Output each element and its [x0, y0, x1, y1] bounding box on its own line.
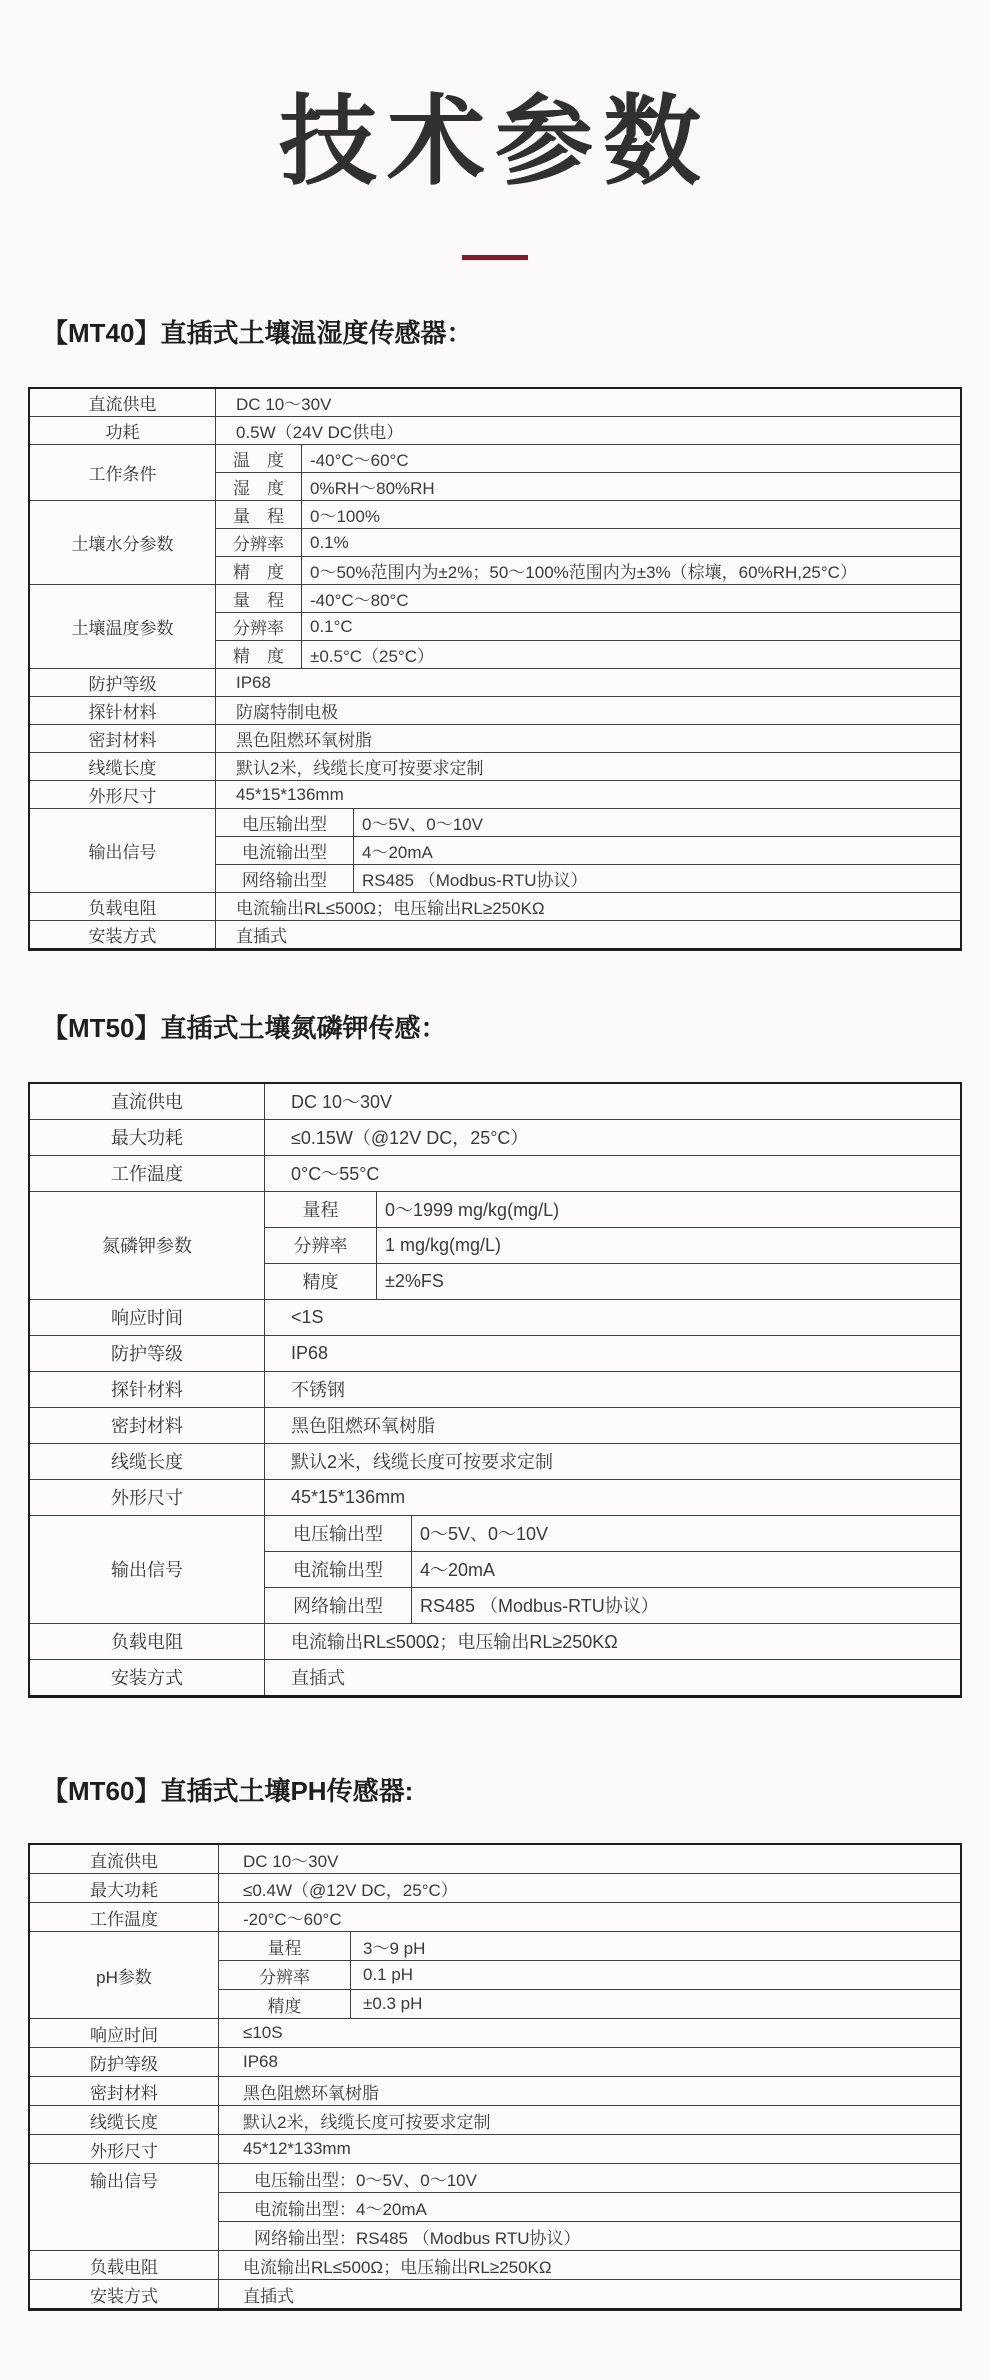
subrow-label: 精 度	[216, 641, 302, 668]
subrow-label: 量程	[219, 1932, 351, 1960]
group-body	[216, 501, 960, 584]
spec-value: 45*12*133mm	[243, 2139, 351, 2159]
group-label: 工作温度	[30, 1156, 265, 1191]
section-mt40	[0, 317, 990, 952]
group-label: 线缆长度	[30, 1444, 265, 1479]
group-body	[216, 809, 960, 892]
spec-value: 黑色阻燃环氧树脂	[291, 1416, 435, 1437]
group-label: 响应时间	[30, 1300, 265, 1335]
group-body	[219, 2106, 960, 2134]
spec-group	[30, 920, 960, 948]
group-body	[219, 2048, 960, 2076]
spec-row	[216, 612, 960, 640]
spec-row	[265, 1263, 960, 1299]
group-label: 工作温度	[30, 1903, 219, 1931]
spec-row	[219, 2164, 960, 2192]
spec-value: 0.1 pH	[363, 1965, 414, 1985]
spec-row	[219, 2048, 960, 2076]
spec-group	[30, 1191, 960, 1299]
spec-row	[216, 809, 960, 836]
group-label: 外形尺寸	[30, 781, 216, 808]
spec-table-mt50	[28, 1082, 962, 1698]
group-label: 密封材料	[30, 725, 216, 752]
page-title: 技术参数	[278, 86, 711, 196]
spec-value: 0～5V、0～10V	[420, 1524, 549, 1545]
group-label: 负载电阻	[30, 893, 216, 920]
spec-value: 电压输出型：0～5V、0～10V	[254, 2170, 477, 2190]
subrow-label: 温 度	[216, 445, 302, 472]
spec-value: ±0.3 pH	[363, 1994, 423, 2014]
spec-value: 0～5V、0～10V	[362, 815, 483, 835]
group-body	[265, 1084, 960, 1119]
spec-row	[216, 528, 960, 556]
group-body	[219, 2077, 960, 2105]
group-label: 直流供电	[30, 389, 216, 416]
spec-value: DC 10～30V	[291, 1092, 393, 1113]
spec-table-mt40	[28, 387, 962, 951]
spec-row	[219, 1903, 960, 1931]
spec-row	[265, 1444, 960, 1479]
spec-row	[219, 1989, 960, 2018]
spec-group	[30, 724, 960, 752]
spec-row	[216, 417, 960, 444]
group-body	[219, 1845, 960, 1873]
spec-value: 默认2米，线缆长度可按要求定制	[291, 1452, 554, 1473]
group-label: 氮磷钾参数	[30, 1192, 265, 1299]
spec-row	[216, 864, 960, 892]
spec-group	[30, 1479, 960, 1515]
spec-value: DC 10～30V	[243, 1851, 339, 1871]
subrow-label: 电压输出型	[265, 1516, 412, 1551]
spec-group	[30, 2105, 960, 2134]
group-label: 安装方式	[30, 921, 216, 948]
group-body	[216, 697, 960, 724]
spec-value: 防腐特制电极	[236, 703, 338, 723]
subrow-label: 量程	[265, 1192, 377, 1227]
section-heading-mt50: 【MT50】直插式土壤氮磷钾传感：	[42, 1013, 447, 1044]
group-label: 输出信号	[30, 1516, 265, 1623]
group-label: pH参数	[30, 1932, 219, 2018]
group-body	[216, 669, 960, 696]
spec-row	[265, 1587, 960, 1623]
subrow-label: 电流输出型	[216, 837, 354, 864]
spec-value: 1 mg/kg(mg/L)	[385, 1234, 502, 1255]
group-body	[265, 1408, 960, 1443]
group-label: 最大功耗	[30, 1120, 265, 1155]
spec-group	[30, 1371, 960, 1407]
subrow-label: 湿 度	[216, 473, 302, 500]
spec-row	[216, 781, 960, 808]
spec-row	[219, 2019, 960, 2047]
subrow-label: 分辨率	[219, 1961, 351, 1989]
spec-group	[30, 584, 960, 668]
spec-value: 默认2米，线缆长度可按要求定制	[236, 759, 484, 779]
spec-value: IP68	[243, 2052, 278, 2072]
spec-row	[265, 1551, 960, 1587]
spec-group	[30, 389, 960, 416]
group-body	[219, 1903, 960, 1931]
spec-row	[219, 1960, 960, 1989]
spec-value: 0～100%	[310, 507, 380, 527]
spec-value: 直插式	[291, 1668, 345, 1689]
spec-group	[30, 1902, 960, 1931]
spec-group	[30, 780, 960, 808]
group-body	[265, 1372, 960, 1407]
subrow-label: 分辨率	[216, 613, 302, 640]
spec-row	[265, 1624, 960, 1659]
spec-group	[30, 2076, 960, 2105]
group-label: 防护等级	[30, 1336, 265, 1371]
spec-value: 电流输出型：4～20mA	[254, 2199, 427, 2219]
spec-value: ±0.5°C（25°C）	[310, 647, 435, 667]
group-body	[216, 921, 960, 948]
group-label: 土壤温度参数	[30, 585, 216, 668]
spec-row	[216, 445, 960, 472]
spec-row	[216, 669, 960, 696]
spec-group	[30, 1845, 960, 1873]
spec-group	[30, 696, 960, 724]
spec-group	[30, 1931, 960, 2018]
spec-row	[216, 893, 960, 920]
spec-value: 45*15*136mm	[236, 784, 344, 804]
group-body	[265, 1660, 960, 1695]
spec-row	[219, 1845, 960, 1873]
spec-row	[216, 640, 960, 668]
spec-row	[219, 2192, 960, 2221]
group-body	[216, 445, 960, 500]
spec-group	[30, 1299, 960, 1335]
subrow-label: 精度	[265, 1264, 377, 1299]
spec-group	[30, 416, 960, 444]
spec-row	[216, 389, 960, 416]
group-body	[265, 1120, 960, 1155]
subrow-label: 量 程	[216, 585, 302, 612]
spec-row	[219, 2077, 960, 2105]
group-body	[219, 2135, 960, 2163]
spec-value: ±2%FS	[385, 1270, 444, 1291]
group-label: 安装方式	[30, 1660, 265, 1695]
group-body	[216, 893, 960, 920]
subrow-label: 电压输出型	[216, 809, 354, 836]
spec-row	[219, 1874, 960, 1902]
spec-group	[30, 444, 960, 500]
subrow-label: 电流输出型	[265, 1552, 412, 1587]
group-body	[216, 725, 960, 752]
spec-group	[30, 668, 960, 696]
spec-value: 黑色阻燃环氧树脂	[243, 2083, 379, 2103]
spec-value: DC 10～30V	[236, 395, 332, 415]
group-label: 工作条件	[30, 445, 216, 500]
spec-value: 0.5W（24V DC供电）	[236, 423, 404, 443]
spec-value: -40°C～80°C	[310, 591, 409, 611]
spec-value: 0%RH～80%RH	[310, 479, 435, 499]
spec-group	[30, 1407, 960, 1443]
spec-row	[265, 1156, 960, 1191]
spec-value: RS485 （Modbus-RTU协议）	[362, 871, 588, 891]
spec-row	[265, 1660, 960, 1695]
group-label: 线缆长度	[30, 2106, 219, 2134]
spec-value: 直插式	[236, 927, 287, 947]
subrow-label: 精 度	[216, 557, 302, 584]
spec-group	[30, 1335, 960, 1371]
spec-value: ≤0.4W（@12V DC，25°C）	[243, 1880, 458, 1900]
spec-value: 0～1999 mg/kg(mg/L)	[385, 1200, 560, 1221]
spec-row	[216, 556, 960, 584]
spec-row	[265, 1300, 960, 1335]
spec-value: 4～20mA	[362, 843, 433, 863]
group-label: 防护等级	[30, 669, 216, 696]
spec-row	[265, 1120, 960, 1155]
subrow-label: 分辨率	[265, 1228, 377, 1263]
group-body	[265, 1516, 960, 1623]
spec-value: 电流输出RL≤500Ω；电压输出RL≥250KΩ	[243, 2257, 552, 2277]
spec-row	[216, 501, 960, 528]
spec-table-mt60	[28, 1843, 962, 2311]
group-body	[216, 753, 960, 780]
spec-row	[216, 472, 960, 500]
group-label: 输出信号	[30, 809, 216, 892]
spec-row	[219, 2280, 960, 2308]
spec-value: 电流输出RL≤500Ω；电压输出RL≥250KΩ	[236, 899, 545, 919]
group-label: 外形尺寸	[30, 2135, 219, 2163]
spec-row	[216, 921, 960, 948]
spec-row	[219, 1932, 960, 1960]
group-label: 防护等级	[30, 2048, 219, 2076]
spec-group	[30, 1443, 960, 1479]
spec-group	[30, 1084, 960, 1119]
spec-group	[30, 2250, 960, 2279]
group-body	[265, 1444, 960, 1479]
spec-value: 45*15*136mm	[291, 1486, 406, 1507]
spec-value: ≤10S	[243, 2023, 283, 2043]
group-label: 密封材料	[30, 2077, 219, 2105]
spec-value: <1S	[291, 1306, 324, 1327]
section-heading-mt40: 【MT40】直插式土壤温湿度传感器：	[42, 317, 473, 348]
group-label: 密封材料	[30, 1408, 265, 1443]
group-label: 响应时间	[30, 2019, 219, 2047]
spec-value: -20°C～60°C	[243, 1909, 342, 1929]
group-body	[265, 1300, 960, 1335]
spec-value: 0.1°C	[310, 616, 353, 636]
spec-value: 电流输出RL≤500Ω；电压输出RL≥250KΩ	[291, 1632, 618, 1653]
spec-group	[30, 2047, 960, 2076]
spec-value: IP68	[236, 672, 271, 692]
spec-group	[30, 1155, 960, 1191]
spec-group	[30, 1119, 960, 1155]
spec-row	[219, 2251, 960, 2279]
spec-group	[30, 2163, 960, 2250]
spec-value: -40°C～60°C	[310, 451, 409, 471]
spec-group	[30, 2018, 960, 2047]
spec-group	[30, 892, 960, 920]
spec-row	[265, 1227, 960, 1263]
spec-group	[30, 1623, 960, 1659]
group-label: 探针材料	[30, 1372, 265, 1407]
spec-group	[30, 752, 960, 780]
group-body	[216, 389, 960, 416]
spec-value: 4～20mA	[420, 1560, 496, 1581]
spec-row	[216, 585, 960, 612]
subrow-label: 网络输出型	[265, 1588, 412, 1623]
spec-row	[216, 836, 960, 864]
spec-row	[265, 1336, 960, 1371]
group-label: 负载电阻	[30, 1624, 265, 1659]
title-divider	[462, 255, 528, 260]
group-body	[265, 1156, 960, 1191]
spec-row	[219, 2106, 960, 2134]
section-mt50	[0, 1012, 990, 1698]
spec-group	[30, 1659, 960, 1695]
spec-row	[265, 1480, 960, 1515]
section-mt60	[0, 1775, 990, 2312]
spec-value: ≤0.15W（@12V DC，25°C）	[291, 1128, 529, 1149]
group-label: 外形尺寸	[30, 1480, 265, 1515]
spec-value: 黑色阻燃环氧树脂	[236, 731, 372, 751]
group-body	[219, 2251, 960, 2279]
spec-value: RS485 （Modbus-RTU协议）	[420, 1596, 659, 1617]
spec-value: 0.1%	[310, 532, 349, 552]
group-label: 输出信号	[30, 2164, 219, 2250]
group-body	[216, 417, 960, 444]
subrow-label: 量 程	[216, 501, 302, 528]
group-body	[219, 2019, 960, 2047]
group-label: 最大功耗	[30, 1874, 219, 1902]
spec-group	[30, 1873, 960, 1902]
group-body	[219, 1874, 960, 1902]
group-body	[216, 781, 960, 808]
group-body	[219, 2280, 960, 2308]
spec-row	[265, 1408, 960, 1443]
spec-value: 0°C～55°C	[291, 1164, 380, 1185]
group-label: 安装方式	[30, 2280, 219, 2308]
subrow-label: 精度	[219, 1990, 351, 2018]
spec-value: IP68	[291, 1342, 329, 1363]
group-label: 直流供电	[30, 1845, 219, 1873]
spec-row	[265, 1192, 960, 1227]
group-label: 线缆长度	[30, 753, 216, 780]
spec-row	[216, 753, 960, 780]
group-body	[219, 2164, 960, 2250]
section-heading-mt60: 【MT60】直插式土壤PH传感器:	[42, 1775, 414, 1806]
group-label: 功耗	[30, 417, 216, 444]
spec-row	[216, 725, 960, 752]
group-label: 负载电阻	[30, 2251, 219, 2279]
group-body	[219, 1932, 960, 2018]
spec-row	[265, 1372, 960, 1407]
spec-group	[30, 2279, 960, 2308]
spec-group	[30, 1515, 960, 1623]
group-body	[265, 1480, 960, 1515]
spec-row	[265, 1516, 960, 1551]
spec-row	[219, 2135, 960, 2163]
subrow-label: 网络输出型	[216, 865, 354, 892]
spec-value: 3～9 pH	[363, 1938, 426, 1958]
spec-value: 网络输出型：RS485 （Modbus RTU协议）	[254, 2228, 581, 2248]
group-body	[265, 1336, 960, 1371]
spec-value: 直插式	[243, 2286, 294, 2306]
group-label: 直流供电	[30, 1084, 265, 1119]
spec-row	[265, 1084, 960, 1119]
group-body	[216, 585, 960, 668]
spec-value: 默认2米，线缆长度可按要求定制	[243, 2112, 491, 2132]
spec-group	[30, 808, 960, 892]
group-label: 土壤水分参数	[30, 501, 216, 584]
spec-row	[216, 697, 960, 724]
spec-value: 0～50%范围内为±2%；50～100%范围内为±3%（棕壤，60%RH,25°C）	[310, 563, 857, 583]
spec-group	[30, 2134, 960, 2163]
spec-group	[30, 500, 960, 584]
group-body	[265, 1192, 960, 1299]
group-body	[265, 1624, 960, 1659]
subrow-label: 分辨率	[216, 529, 302, 556]
group-label: 探针材料	[30, 697, 216, 724]
spec-row	[219, 2221, 960, 2250]
spec-value: 不锈钢	[291, 1380, 345, 1401]
